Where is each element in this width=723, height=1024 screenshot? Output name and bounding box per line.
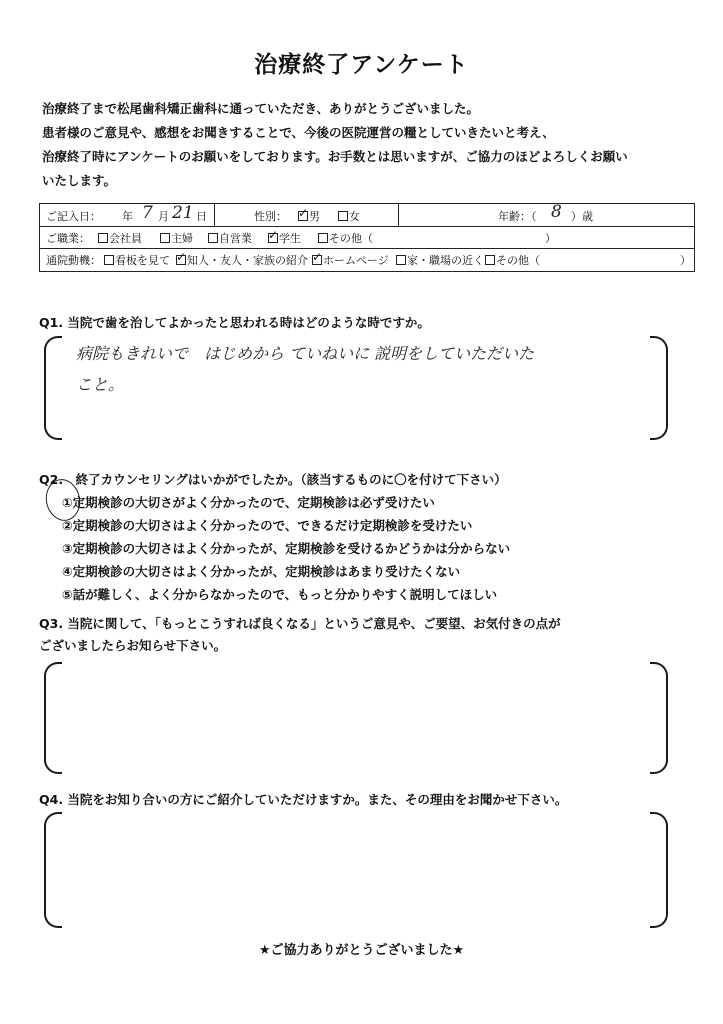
patient-info-table	[39, 203, 695, 272]
q2-option-5[interactable]: ⑤話が難しく、よく分からなかったので、もっと分かりやすく説明してほしい	[62, 587, 498, 602]
q2-question: Q2. 終了カウンセリングはいかがでしたか。（該当するものに〇を付けて下さい）	[39, 472, 507, 487]
year-label: 年	[122, 210, 133, 223]
q2-option-4[interactable]: ④定期検診の大切さはよく分かったが、定期検診はあまり受けたくない	[62, 564, 461, 579]
divider	[398, 204, 399, 226]
age-label: 年齢：（	[498, 210, 537, 223]
age-suffix: ）歳	[571, 210, 593, 223]
answer-bracket-right	[650, 812, 668, 928]
occ-self-option[interactable]: 自営業	[208, 230, 252, 246]
q3-answer-area[interactable]	[70, 672, 640, 762]
info-row-occupation	[40, 226, 694, 249]
footer-thanks: ★ご協力ありがとうございました★	[258, 943, 465, 958]
q4-answer-area[interactable]	[70, 822, 640, 917]
q3-question-line-2: ございましたらお知らせ下さい。	[39, 638, 227, 653]
q2-option-3[interactable]: ③定期検診の大切さはよく分かったが、定期検診を受けるかどうかは分からない	[62, 541, 511, 556]
intro-line-2: 患者様のご意見や、感想をお聞きすることで、今後の医院運営の糧としていきたいと考え、	[42, 125, 555, 140]
page-title: 治療終了アンケート	[254, 52, 469, 78]
checkbox-icon	[98, 233, 108, 243]
answer-bracket-left	[44, 336, 62, 440]
checkbox-icon	[485, 255, 495, 265]
occ-student-option[interactable]: ✓ 学生	[268, 230, 301, 246]
intro-line-3: 治療終了時にアンケートのお願いをしております。お手数とは思いますが、ご協力のほどよろしくお願い	[42, 149, 628, 164]
intro-line-1: 治療終了まで松尾歯科矯正歯科に通っていただき、ありがとうございました。	[42, 101, 480, 116]
checkbox-checked-icon	[176, 255, 186, 265]
month-label: 月	[158, 210, 169, 223]
intro-line-4: いたします。	[42, 173, 117, 188]
mot-referral-option[interactable]: ✓ 知人・友人・家族の紹介	[176, 252, 308, 268]
checkbox-checked-icon	[312, 255, 322, 265]
info-row-date	[40, 204, 694, 227]
checkbox-icon	[318, 233, 328, 243]
answer-bracket-right	[650, 336, 668, 440]
answer-bracket-right	[650, 662, 668, 774]
gender-male-option[interactable]: ✓ 男	[298, 208, 320, 224]
checkbox-icon	[160, 233, 170, 243]
q1-answer-line-2[interactable]: こと。	[76, 375, 125, 394]
occupation-label: ご職業：	[46, 232, 90, 245]
answer-bracket-left	[44, 662, 62, 774]
q1-question: Q1. 当院で歯を治してよかったと思われる時はどのような時ですか。	[39, 315, 430, 330]
mot-other-close: ）	[680, 254, 691, 267]
date-label: ご記入日：	[46, 210, 101, 223]
q2-option-1[interactable]: ①定期検診の大切さがよく分かったので、定期検診は必ず受けたい	[62, 495, 435, 510]
gender-label: 性別：	[254, 210, 287, 223]
mot-web-option[interactable]: ✓ ホームページ	[312, 252, 389, 268]
checkbox-checked-icon	[298, 211, 308, 221]
age-value[interactable]: 8	[551, 202, 562, 222]
q4-question: Q4. 当院をお知り合いの方にご紹介していただけますか。また、その理由をお聞かせ下さい。	[39, 792, 568, 807]
answer-bracket-left	[44, 812, 62, 928]
checkbox-icon	[104, 255, 114, 265]
mot-other-option[interactable]: その他（	[485, 252, 540, 268]
occ-company-option[interactable]: 会社員	[98, 230, 142, 246]
gender-female-option[interactable]: 女	[338, 208, 360, 224]
q1-answer-line-1[interactable]: 病院もきれいで はじめから ていねいに 説明をしていただいた	[76, 344, 535, 363]
checkbox-checked-icon	[268, 233, 278, 243]
q3-question-line-1: Q3. 当院に関して、「もっとこうすれば良くなる」というご意見や、ご要望、お気付きの点が	[39, 616, 561, 631]
month-value[interactable]: 7	[142, 203, 153, 223]
mot-sign-option[interactable]: 看板を見て	[104, 252, 170, 268]
day-label: 日	[196, 210, 207, 223]
checkbox-icon	[208, 233, 218, 243]
occ-housewife-option[interactable]: 主婦	[160, 230, 193, 246]
checkbox-icon	[396, 255, 406, 265]
checkbox-icon	[338, 211, 348, 221]
day-value[interactable]: 21	[172, 203, 194, 223]
info-row-motive	[40, 248, 694, 270]
divider	[214, 204, 215, 226]
occ-other-close: ）	[545, 232, 556, 245]
occ-other-option[interactable]: その他（	[318, 230, 373, 246]
mot-near-option[interactable]: 家・職場の近く	[396, 252, 484, 268]
motive-label: 通院動機：	[46, 254, 101, 267]
q2-option-2[interactable]: ②定期検診の大切さはよく分かったので、できるだけ定期検診を受けたい	[62, 518, 473, 533]
